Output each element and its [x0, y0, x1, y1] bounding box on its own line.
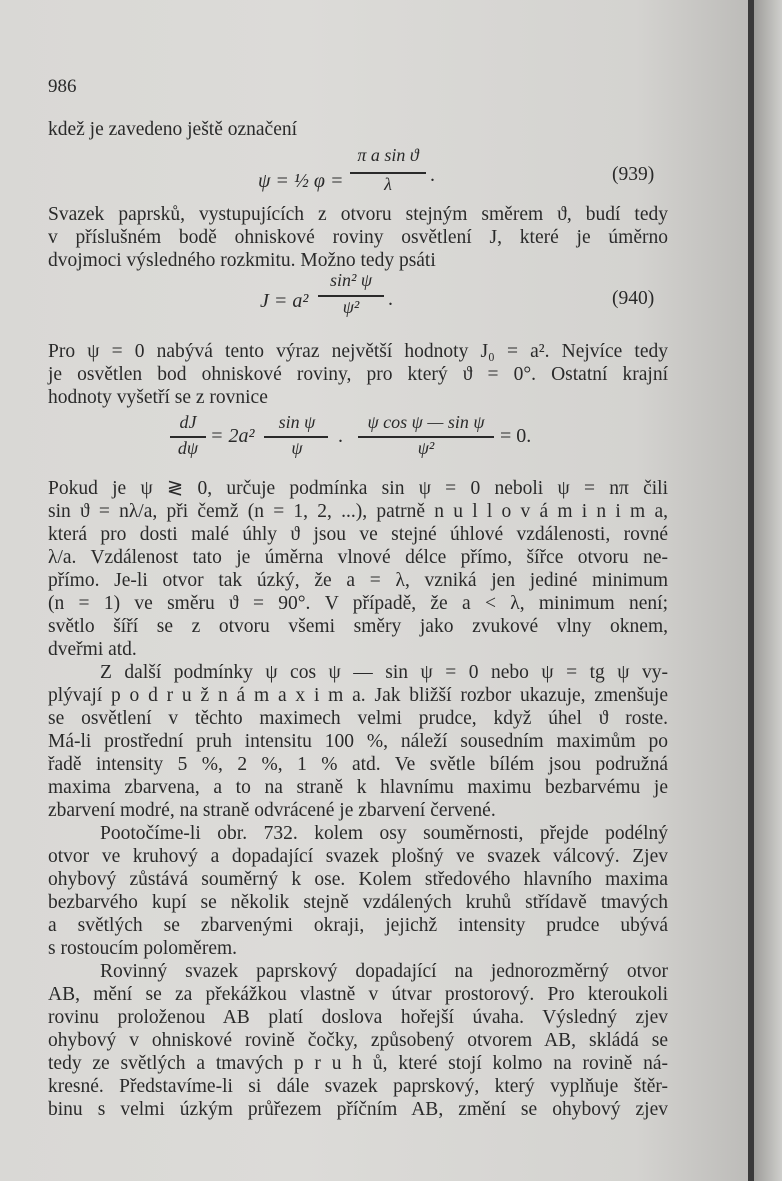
para3-line-2: sin ϑ = nλ/a, při čemž (n = 1, 2, ...), patrně n u l l o v á m i n i m a, — [48, 501, 668, 522]
f2-denominator: ψ² — [417, 438, 435, 458]
para6-line-5: tedy ze světlých a tmavých p r u h ů, které stojí kolmo na rovině ná- — [48, 1053, 668, 1074]
para4-line-6: maxima zbarvena, a to na straně k hlavnímu maximu bezbarvému je — [48, 777, 668, 798]
para6-line-2: AB, mění se za překážkou vlastně v útvar prostorový. Pro kteroukoli — [48, 984, 668, 1005]
para4-line-3: se osvětlení v těchto maximech velmi prudce, když úhel ϑ roste. — [48, 708, 668, 729]
para6-line-7: binu s velmi úzkým průřezem příčním AB, změní se ohybový zjev — [48, 1099, 668, 1120]
para6-line-3: rovinu proloženou AB platí doslova hořejší úvaha. Výsledný zjev — [48, 1007, 668, 1028]
deriv-factor: = 2a² — [210, 425, 255, 447]
para3-line-1: Pokud je ψ ≷ 0, určuje podmínka sin ψ = 0 neboli ψ = nπ čili — [48, 478, 668, 499]
eq940-period: . — [388, 288, 393, 310]
deriv-rhs: = 0. — [500, 425, 532, 447]
para3-line-8: dveřmi atd. — [48, 639, 137, 660]
eq940-number: (940) — [612, 288, 655, 309]
f1-denominator: ψ — [291, 438, 303, 458]
para5-line-4: bezbarvého kupí se několik stejně vzdálených kruhů střídavě tmavých — [48, 892, 668, 913]
para4-line-2: plývají p o d r u ž n á m a x i m a. Jak bližší rozbor ukazuje, zmenšuje — [48, 685, 668, 706]
para5-line-3: ohybový zůstává souměrný k ose. Kolem středového hlavního maxima — [48, 869, 668, 890]
eq939-denominator: λ — [384, 174, 392, 194]
para5-line-2: otvor ve kruhový a dopadající svazek plošný ve svazek válcový. Zjev — [48, 846, 668, 867]
para3-line-7: světlo šíří se z otvoru všemi směry jako zvukové vlny oknem, — [48, 616, 668, 637]
para5-line-5: a světlých se zbarvenými okraji, jejichž intensity prudce ubývá — [48, 915, 668, 936]
para2-line-2: je osvětlen bod ohniskové roviny, pro který ϑ = 0°. Ostatní krajní — [48, 364, 668, 385]
intro-line: kdež je zavedeno ještě označení — [48, 119, 298, 140]
para1-line-1: Svazek paprsků, vystupujících z otvoru stejným směrem ϑ, budí tedy — [48, 204, 668, 225]
para5-line-1: Pootočíme-li obr. 732. kolem osy souměrnosti, přejde podélný — [100, 823, 668, 844]
deriv-dpsi: dψ — [177, 438, 199, 458]
f1-numerator: sin ψ — [278, 412, 316, 432]
para1-line-3: dvojmoci výsledného rozkmitu. Možno tedy psáti — [48, 250, 436, 271]
para6-line-4: ohybový v ohniskové rovině čočky, způsobený otvorem AB, skládá se — [48, 1030, 668, 1051]
eq939-lhs: ψ = ½ φ = — [258, 170, 344, 192]
para4-line-7: zbarvení modré, na straně odvrácené je zbarvení červené. — [48, 800, 496, 821]
deriv-dot: . — [338, 425, 343, 447]
eq940-lhs: J = a² — [260, 290, 309, 312]
page-number: 986 — [48, 76, 77, 97]
para4-line-1: Z další podmínky ψ cos ψ — sin ψ = 0 nebo ψ = tg ψ vy- — [100, 662, 668, 683]
para5-line-6: s rostoucím poloměrem. — [48, 938, 238, 959]
f2-numerator: ψ cos ψ — sin ψ — [367, 412, 485, 432]
para1-line-2: v příslušném bodě ohniskové roviny osvětlení J, které je úměrno — [48, 227, 668, 248]
adjacent-page-strip — [754, 0, 782, 1181]
para3-line-4: λ/a. Vzdálenost tato je úměrna vlnové délce přímo, šířce otvoru ne- — [48, 547, 668, 568]
para6-line-1: Rovinný svazek paprskový dopadající na jednorozměrný otvor — [100, 961, 668, 982]
eq940-denominator: ψ² — [342, 297, 360, 317]
eq940-numerator: sin² ψ — [329, 270, 373, 290]
eq939-number: (939) — [612, 164, 655, 185]
deriv-dJ: dJ — [179, 412, 197, 432]
para3-line-3: která pro dosti malé úhly ϑ jsou ve stejné úhlové vzdálenosti, rovné — [48, 524, 668, 545]
eq939-numerator: π a sin ϑ — [357, 145, 419, 165]
para6-line-6: kresné. Představíme-li si dále svazek paprskový, který vyplňuje štěr- — [48, 1076, 668, 1097]
para3-line-5: přímo. Je-li otvor tak úzký, že a = λ, vzniká jen jediné minimum — [48, 570, 668, 591]
eq939-period: . — [430, 164, 435, 186]
para4-line-4: Má-li prostřední pruh intensitu 100 %, náleží sousedním maximům po — [48, 731, 668, 752]
para2-line-3: hodnoty vyšetří se z rovnice — [48, 387, 268, 408]
para3-line-6: (n = 1) ve směru ϑ = 90°. V případě, že a < λ, minimum není; — [48, 593, 668, 614]
para4-line-5: řadě intensity 5 %, 2 %, 1 % atd. Ve světle bílém jsou podružná — [48, 754, 668, 775]
para2-line-1: Pro ψ = 0 nabývá tento výraz největší hodnoty J₀ = a². Nejvíce tedy — [48, 341, 668, 362]
